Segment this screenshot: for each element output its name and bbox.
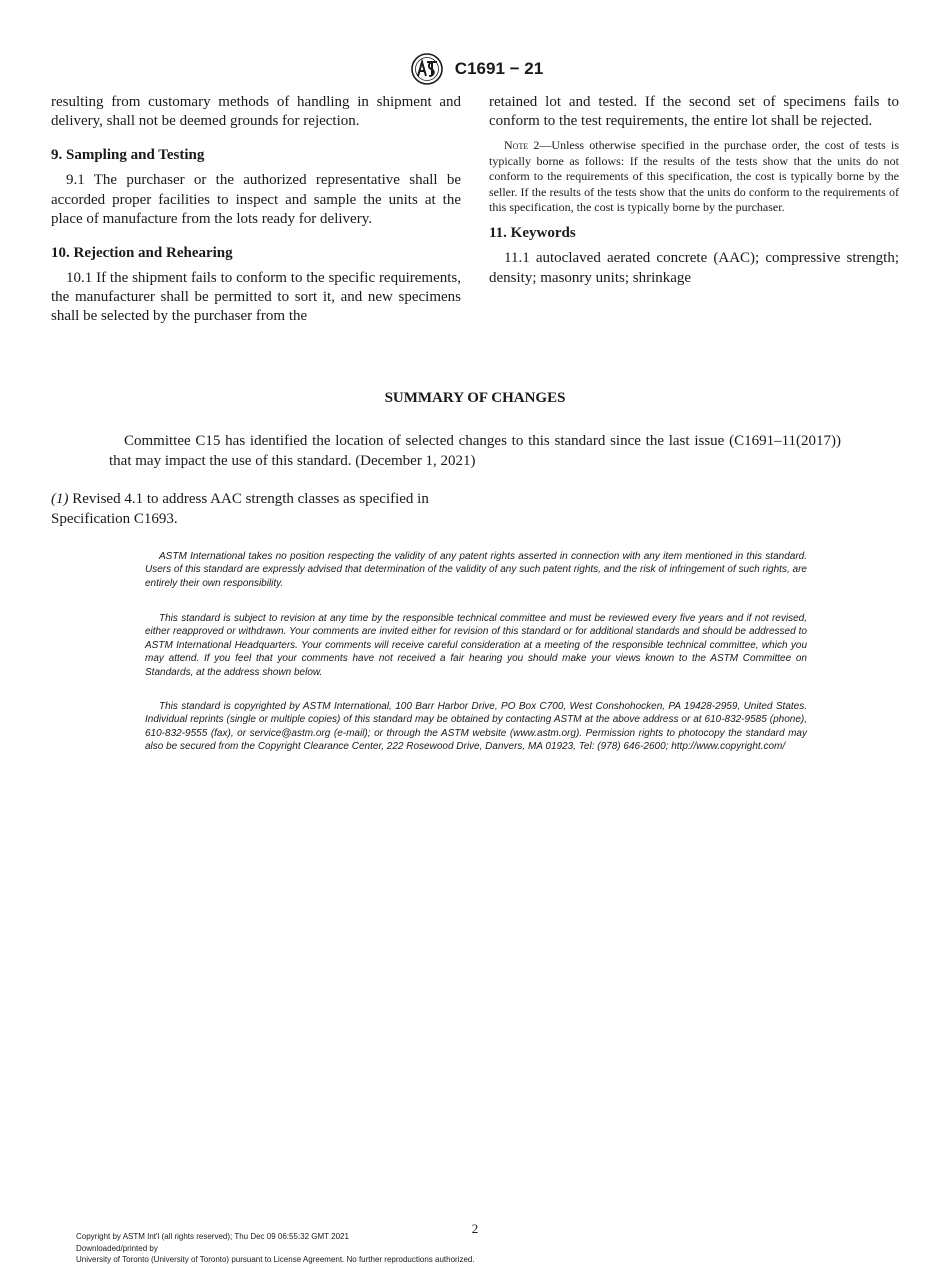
note-label: Note	[504, 138, 529, 153]
astm-logo-icon	[407, 52, 447, 86]
left-column	[51, 93, 461, 327]
change-item	[51, 490, 461, 529]
download-footer	[76, 1231, 776, 1266]
section-11-heading: 11. Keywords	[489, 225, 576, 242]
section-10-heading: 10. Rejection and Rehearing	[51, 245, 233, 262]
summary-title: SUMMARY OF CHANGES	[384, 390, 566, 406]
section-9-heading: 9. Sampling and Testing	[51, 147, 205, 164]
page-number: 2	[471, 1221, 479, 1236]
standard-designation: C1691 − 21	[454, 59, 544, 78]
footer-line-3: University of Toronto (University of Toronto) pursuant to License Agreement. No further reproductions authorized.	[76, 1255, 475, 1264]
section-10-1: 10.1 If the shipment fails to conform to the specific requirements, the manufacturer shall be permitted to sort it, and new specimens shall be selected by the purchaser from the	[51, 270, 461, 325]
right-column	[489, 93, 899, 288]
paragraph-continuation: resulting from customary methods of handling in shipment and delivery, shall not be deemed grounds for rejection.	[51, 94, 461, 130]
change-text: Revised 4.1 to address AAC strength classes as specified in Specification C1693.	[51, 491, 429, 527]
summary-intro: Committee C15 has identified the location of selected changes to this standard since the last issue (C1691–11(2017)) that may impact the use of this standard. (December 1, 2021)	[109, 433, 841, 469]
copyright-disclaimer: This standard is copyrighted by ASTM International, 100 Barr Harbor Drive, PO Box C700, West Conshohocken, PA 19428-2959, United States. Individual reprints (single or multiple copies) of this standard may be obtained by contacting ASTM at the above address or at 610-832-9585 (phone), 610-832-9555 (fax), or service@astm.org (e-mail); or through the ASTM website (www.astm.org). Permission rights to photocopy the standard may also be secured from the Copyright Clearance Center, 222 Rosewood Drive, Danvers, MA 01923, Tel: (978) 646-2600; http://www.copyright.com/	[145, 701, 807, 753]
footer-line-2: Downloaded/printed by	[76, 1243, 158, 1253]
page-header	[0, 52, 950, 86]
patent-disclaimer: ASTM International takes no position respecting the validity of any patent rights asserted in connection with any item mentioned in this standard. Users of this standard are expressly advised that determination of the validity of any such patent rights, and the risk of infringement of such rights, are entirely their own responsibility.	[145, 551, 807, 589]
section-11-1: 11.1 autoclaved aerated concrete (AAC); compressive strength; density; masonry units; shrinkage	[489, 250, 899, 286]
note-text: 2—Unless otherwise specified in the purchase order, the cost of tests is typically borne as follows: If the results of the tests show that the units do not conform to the requirements of this specification, the cost is typically borne by the seller. If the results of the tests show that the units do conform to the requirements of this specification, the cost is typically borne by the purchaser.	[489, 138, 899, 215]
change-number: (1)	[51, 491, 69, 507]
note-2	[489, 138, 899, 215]
revision-disclaimer: This standard is subject to revision at any time by the responsible technical committee and must be reviewed every five years and if not revised, either reapproved or withdrawn. Your comments are invited either for revision of this standard or for additional standards and should be addressed to ASTM International Headquarters. Your comments will receive careful consideration at a meeting of the responsible technical committee, which you may attend. If you feel that your comments have not received a fair hearing you should make your views known to the ASTM Committee on Standards, at the address shown below.	[145, 613, 807, 678]
footer-line-1: Copyright by ASTM Int'l (all rights reserved); Thu Dec 09 06:55:32 GMT 2021	[76, 1232, 349, 1241]
section-9-1: 9.1 The purchaser or the authorized representative shall be accorded proper facilities to inspect and sample the units at the place of manufacture from the lots ready for delivery.	[51, 172, 461, 227]
paragraph-continuation-right: retained lot and tested. If the second set of specimens fails to conform to the test requirements, the entire lot shall be rejected.	[489, 94, 899, 130]
